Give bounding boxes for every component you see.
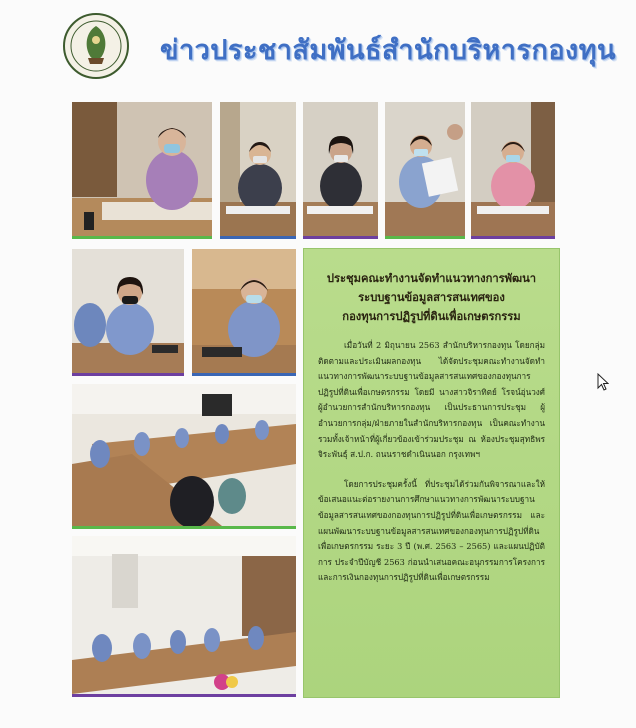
meeting-photo-6 [72,249,184,375]
news-panel [303,248,560,698]
meeting-photo-7 [192,249,296,375]
mouse-cursor-icon [597,373,609,391]
meeting-photo-3 [303,102,378,238]
news-headline: ประชุมคณะทำงานจัดทำแนวทางการพัฒนา ระบบฐานข้อมูลสารสนเทศของ กองทุนการปฏิรูปที่ดินเพื่อเกษตรกรรม [326,271,537,323]
meeting-photo-5 [471,102,555,238]
emblem-icon [62,12,130,80]
meeting-photo-1 [72,102,212,238]
meeting-room-photo-1 [72,384,296,526]
meeting-room-photo-2 [72,536,296,694]
news-paragraph-1: เมื่อวันที่ 2 มิถุนายน 2563 สำนักบริหารกองทุน โดยกลุ่มติดตามและประเมินผลกองทุน ได้จัดประชุมคณะทำงานจัดทำแนวทางการพัฒนาระบบฐานข้อมูลสารสนเทศของกองทุนการปฏิรูปที่ดินเพื่อเกษตรกรรม โดยมี นางสาวจิราทิตย์ โรจน์อุ่นวงศ์ ผู้อำนวยการสำนักบริหารกองทุน เป็นประธานการประชุม ผู้อำนวยการกลุ่ม/ฝ่ายภายในสำนักบริหารกองทุน เป็นคณะทำงาน รวมทั้งเจ้าหน้าที่ผู้เกี่ยวข้องเข้าร่วมประชุม ณ ห้องประชุมสุทธิพร จิระพันธุ์ ส.ป.ก. ถนนราชดำเนินนอก กรุงเทพฯ [318,340,545,460]
meeting-photo-2 [220,102,296,238]
meeting-photo-4 [385,102,465,238]
page-title: ข่าวประชาสัมพันธ์สำนักบริหารกองทุน [160,35,616,66]
news-paragraph-2: โดยการประชุมครั้งนี้ ที่ประชุมได้ร่วมกันพิจารณาและให้ข้อเสนอแนะต่อรายงานการศึกษาแนวทางการพัฒนาระบบฐานข้อมูลสารสนเทศของกองทุนการปฏิรูปที่ดินเพื่อเกษตรกรรม และแผนพัฒนาระบบฐานข้อมูลสารสนเทศของกองทุนการปฏิรูปที่ดินเพื่อเกษตรกรรม ระยะ 3 ปี (พ.ศ. 2563 – 2565) และแผนปฏิบัติการ ประจำปีบัญชี 2563 ก่อนนำเสนอคณะอนุกรรมการโครงการและการเงินกองทุนการปฏิรูปที่ดินเพื่อเกษตรกรรม [318,478,545,583]
fund-logo [62,12,130,80]
